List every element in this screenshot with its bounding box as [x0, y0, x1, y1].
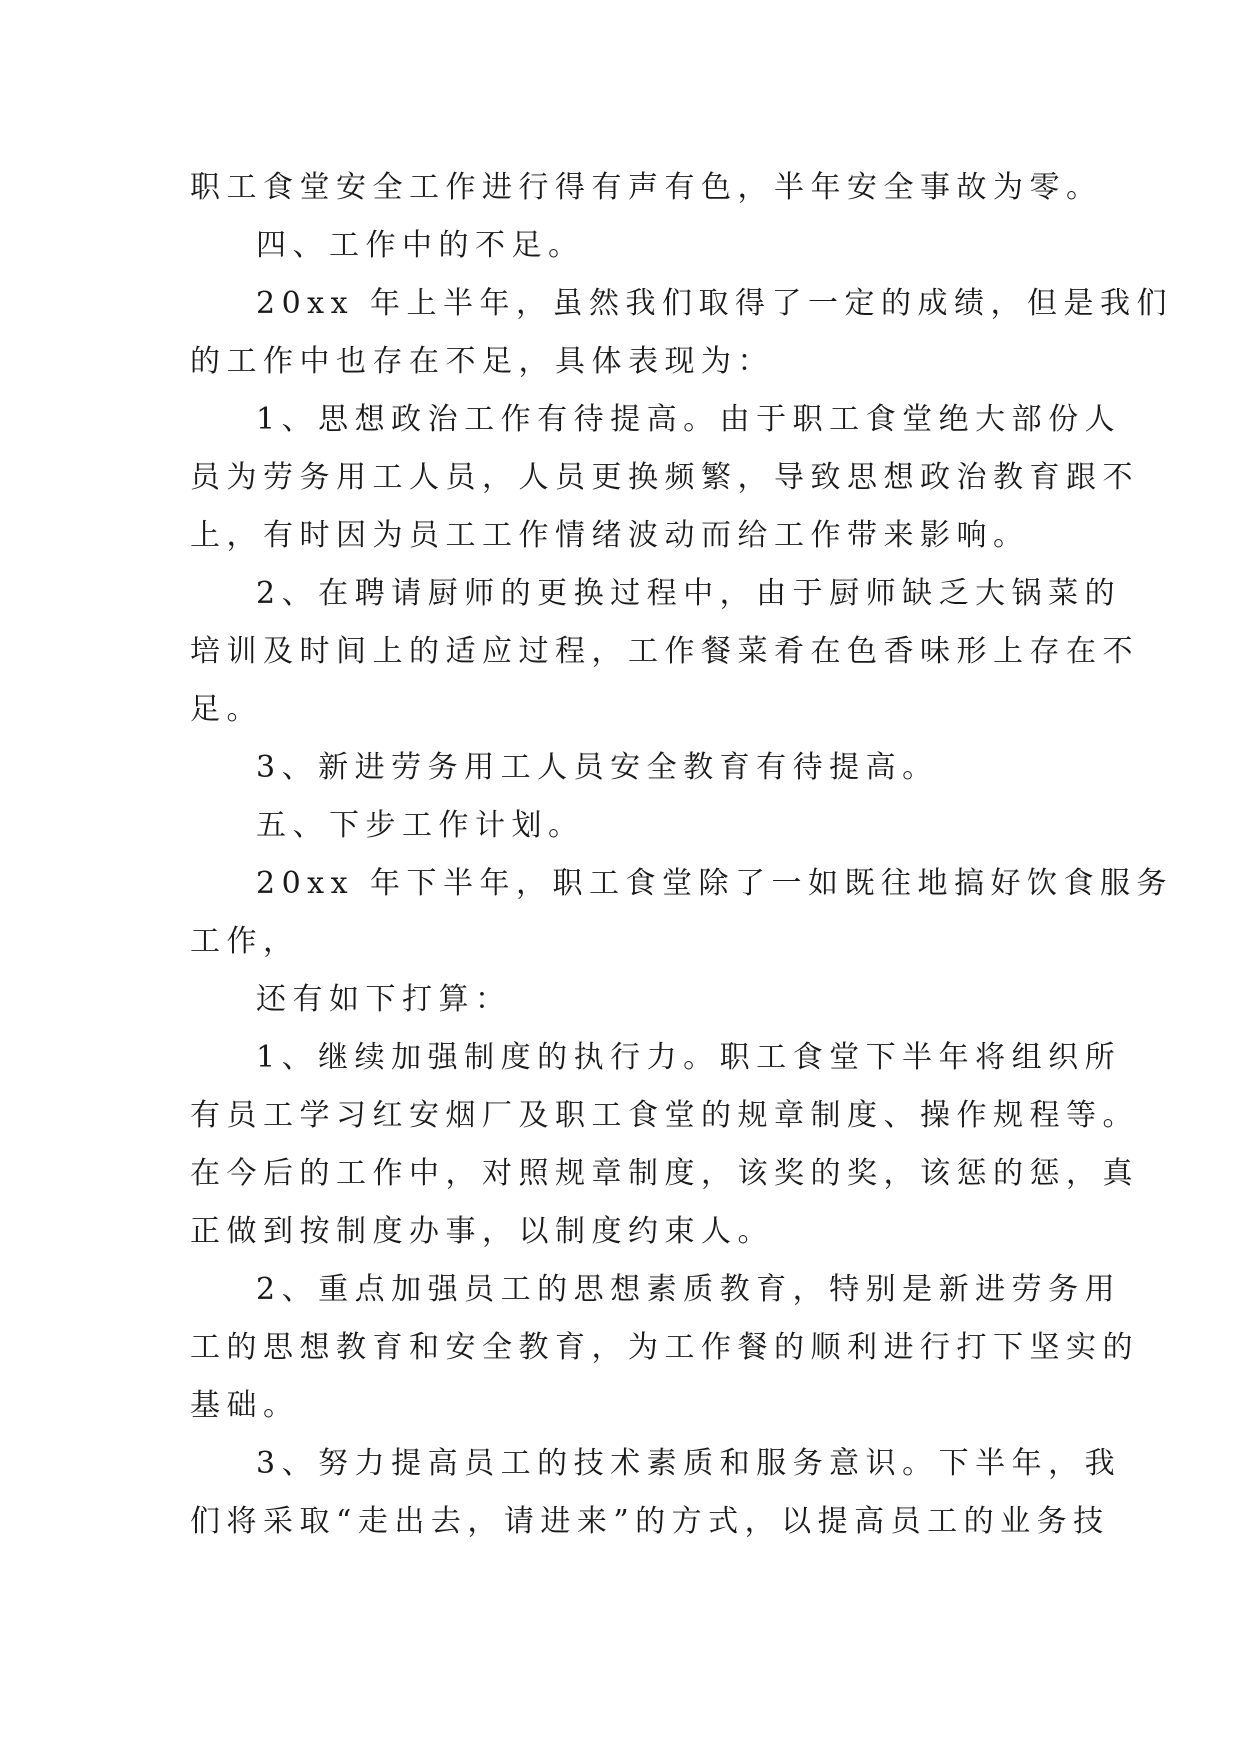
list-item: 1、思想政治工作有待提高。由于职工食堂绝大部份人: [256, 402, 1122, 437]
text-line: 还有如下打算：: [256, 982, 512, 1017]
section-heading: 四、工作中的不足。: [256, 228, 585, 263]
text-line: 上，有时因为员工工作情绪波动而给工作带来影响。: [190, 518, 1030, 553]
list-item: 1、继续加强制度的执行力。职工食堂下半年将组织所: [256, 1040, 1122, 1075]
list-item: 2、在聘请厨师的更换过程中，由于厨师缺乏大锅菜的: [256, 576, 1122, 611]
section-heading: 五、下步工作计划。: [256, 808, 585, 843]
text-line: 基础。: [190, 1388, 300, 1423]
text-line: 20xx 年下半年，职工食堂除了一如既往地搞好饮食服务: [256, 866, 1174, 901]
text-line: 20xx 年上半年，虽然我们取得了一定的成绩，但是我们: [256, 286, 1174, 321]
text-line: 员为劳务用工人员，人员更换频繁，导致思想政治教育跟不: [190, 460, 1139, 495]
list-item: 2、重点加强员工的思想素质教育，特别是新进劳务用: [256, 1272, 1122, 1307]
list-item: 3、新进劳务用工人员安全教育有待提高。: [256, 750, 939, 785]
text-line: 工的思想教育和安全教育，为工作餐的顺利进行打下坚实的: [190, 1330, 1139, 1365]
text-line: 有员工学习红安烟厂及职工食堂的规章制度、操作规程等。: [190, 1098, 1139, 1133]
text-line: 在今后的工作中，对照规章制度，该奖的奖，该惩的惩，真: [190, 1156, 1139, 1191]
text-line: 培训及时间上的适应过程，工作餐菜肴在色香味形上存在不: [190, 634, 1139, 669]
text-line: 的工作中也存在不足，具体表现为：: [190, 344, 774, 379]
text-line: 足。: [190, 692, 263, 727]
text-line: 职工食堂安全工作进行得有声有色，半年安全事故为零。: [190, 170, 1103, 205]
list-item: 3、努力提高员工的技术素质和服务意识。下半年，我: [256, 1446, 1122, 1481]
text-line: 正做到按制度办事，以制度约束人。: [190, 1214, 774, 1249]
text-line: 们将采取“走出去，请进来”的方式，以提高员工的业务技: [190, 1504, 1110, 1539]
text-line: 工作，: [190, 924, 300, 959]
